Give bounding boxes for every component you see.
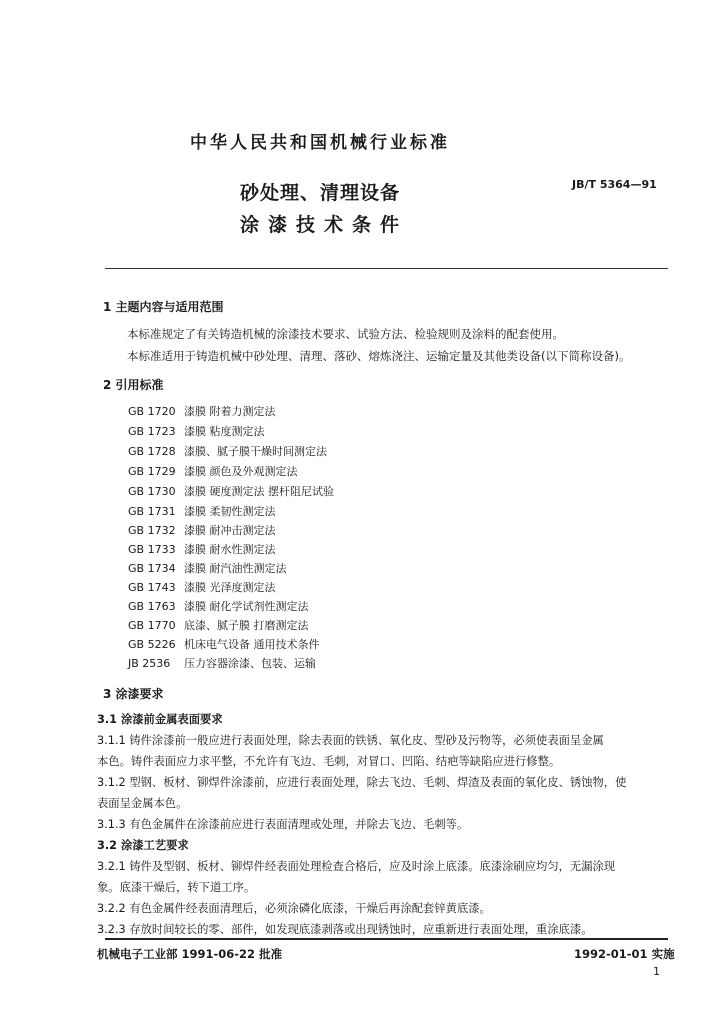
standard-number: JB/T 5364—91 xyxy=(572,178,657,191)
reference-code: GB 1730 xyxy=(128,485,176,498)
page-number: 1 xyxy=(653,965,660,978)
reference-title: 漆膜、腻子膜干燥时间测定法 xyxy=(184,445,327,458)
reference-code: GB 1732 xyxy=(128,524,176,537)
reference-title: 漆膜 耐冲击测定法 xyxy=(184,524,276,537)
reference-title: 压力容器涂漆、包装、运输 xyxy=(184,657,316,670)
reference-item xyxy=(128,560,287,576)
section-3-heading: 3 涂漆要求 xyxy=(103,687,164,701)
clause-3-1-1-line1: 3.1.1 铸件涂漆前一般应进行表面处理，除去表面的铁锈、氧化皮、型砂及污物等，必须使表面呈金属 xyxy=(97,734,604,747)
reference-title: 漆膜 附着力测定法 xyxy=(184,405,276,418)
clause-3-1-2-line1: 3.1.2 型钢、板材、铆焊件涂漆前，应进行表面处理，除去飞边、毛刺、焊渣及表面的氧化皮、锈蚀物，使 xyxy=(97,776,627,789)
reference-item xyxy=(128,423,265,439)
reference-code: GB 1731 xyxy=(128,505,176,518)
reference-title: 机床电气设备 通用技术条件 xyxy=(184,638,320,651)
reference-code: JB 2536 xyxy=(128,657,171,670)
reference-code: GB 1743 xyxy=(128,581,176,594)
reference-code: GB 1723 xyxy=(128,425,176,438)
clause-3-1-heading: 3.1 涂漆前金属表面要求 xyxy=(97,713,223,726)
reference-title: 漆膜 柔韧性测定法 xyxy=(184,505,276,518)
clause-3-2-1-line2: 象。底漆干燥后，转下道工序。 xyxy=(97,881,256,894)
reference-title: 漆膜 耐水性测定法 xyxy=(184,543,276,556)
reference-item xyxy=(128,655,316,671)
reference-title: 漆膜 颜色及外观测定法 xyxy=(184,465,298,478)
reference-item xyxy=(128,483,334,499)
reference-item xyxy=(128,636,320,652)
reference-title: 漆膜 粘度测定法 xyxy=(184,425,265,438)
approval-date: 机械电子工业部 1991-06-22 批准 xyxy=(97,947,283,961)
footer-divider xyxy=(105,938,668,940)
clause-3-2-1-line1: 3.2.1 铸件及型钢、板材、铆焊件经表面处理检查合格后，应及时涂上底漆。底漆涂刷应均匀，无漏涂现 xyxy=(97,860,616,873)
reference-item xyxy=(128,522,276,538)
reference-title: 漆膜 硬度测定法 摆杆阻尼试验 xyxy=(184,485,334,498)
reference-item xyxy=(128,617,309,633)
reference-title: 漆膜 光泽度测定法 xyxy=(184,581,276,594)
reference-code: GB 1728 xyxy=(128,445,176,458)
section-2-heading: 2 引用标准 xyxy=(103,378,164,392)
section-1-heading: 1 主题内容与适用范围 xyxy=(103,300,224,314)
reference-code: GB 1733 xyxy=(128,543,176,556)
clause-3-2-2: 3.2.2 有色金属件经表面清理后，必须涂磷化底漆，干燥后再涂配套锌黄底漆。 xyxy=(97,902,491,915)
reference-item xyxy=(128,463,298,479)
reference-code: GB 5226 xyxy=(128,638,176,651)
reference-code: GB 1770 xyxy=(128,619,176,632)
clause-3-1-3: 3.1.3 有色金属件在涂漆前应进行表面清理或处理，并除去飞边、毛刺等。 xyxy=(97,818,469,831)
effective-date: 1992-01-01 实施 xyxy=(574,947,675,961)
clause-3-2-heading: 3.2 涂漆工艺要求 xyxy=(97,839,189,852)
reference-item xyxy=(128,598,309,614)
reference-title: 漆膜 耐汽油性测定法 xyxy=(184,562,287,575)
reference-code: GB 1763 xyxy=(128,600,176,613)
section-1-paragraph-2: 本标准适用于铸造机械中砂处理、清理、落砂、熔炼浇注、运输定量及其他类设备(以下简称设备)。 xyxy=(127,349,631,363)
reference-item xyxy=(128,579,276,595)
reference-item xyxy=(128,403,276,419)
reference-code: GB 1734 xyxy=(128,562,176,575)
clause-3-1-2-line2: 表面呈金属本色。 xyxy=(97,797,188,810)
document-title-line1: 砂处理、清理设备 xyxy=(240,182,401,204)
reference-item xyxy=(128,503,276,519)
reference-title: 漆膜 耐化学试剂性测定法 xyxy=(184,600,309,613)
clause-3-2-3: 3.2.3 存放时间较长的零、部件，如发现底漆剥落或出现锈蚀时，应重新进行表面处理，重涂底漆。 xyxy=(97,923,593,936)
reference-item xyxy=(128,541,276,557)
reference-item xyxy=(128,443,327,459)
issuing-organization: 中华人民共和国机械行业标准 xyxy=(190,133,450,153)
reference-code: GB 1729 xyxy=(128,465,176,478)
header-divider xyxy=(105,268,668,269)
clause-3-1-1-line2: 本色。铸件表面应力求平整，不允许有飞边、毛刺，对冒口、凹陷、结疤等缺陷应进行修整。 xyxy=(97,755,561,768)
reference-code: GB 1720 xyxy=(128,405,176,418)
section-1-paragraph-1: 本标准规定了有关铸造机械的涂漆技术要求、试验方法、检验规则及涂料的配套使用。 xyxy=(127,327,564,341)
reference-title: 底漆、腻子膜 打磨测定法 xyxy=(184,619,309,632)
document-title-line2: 涂漆技术条件 xyxy=(240,214,409,236)
